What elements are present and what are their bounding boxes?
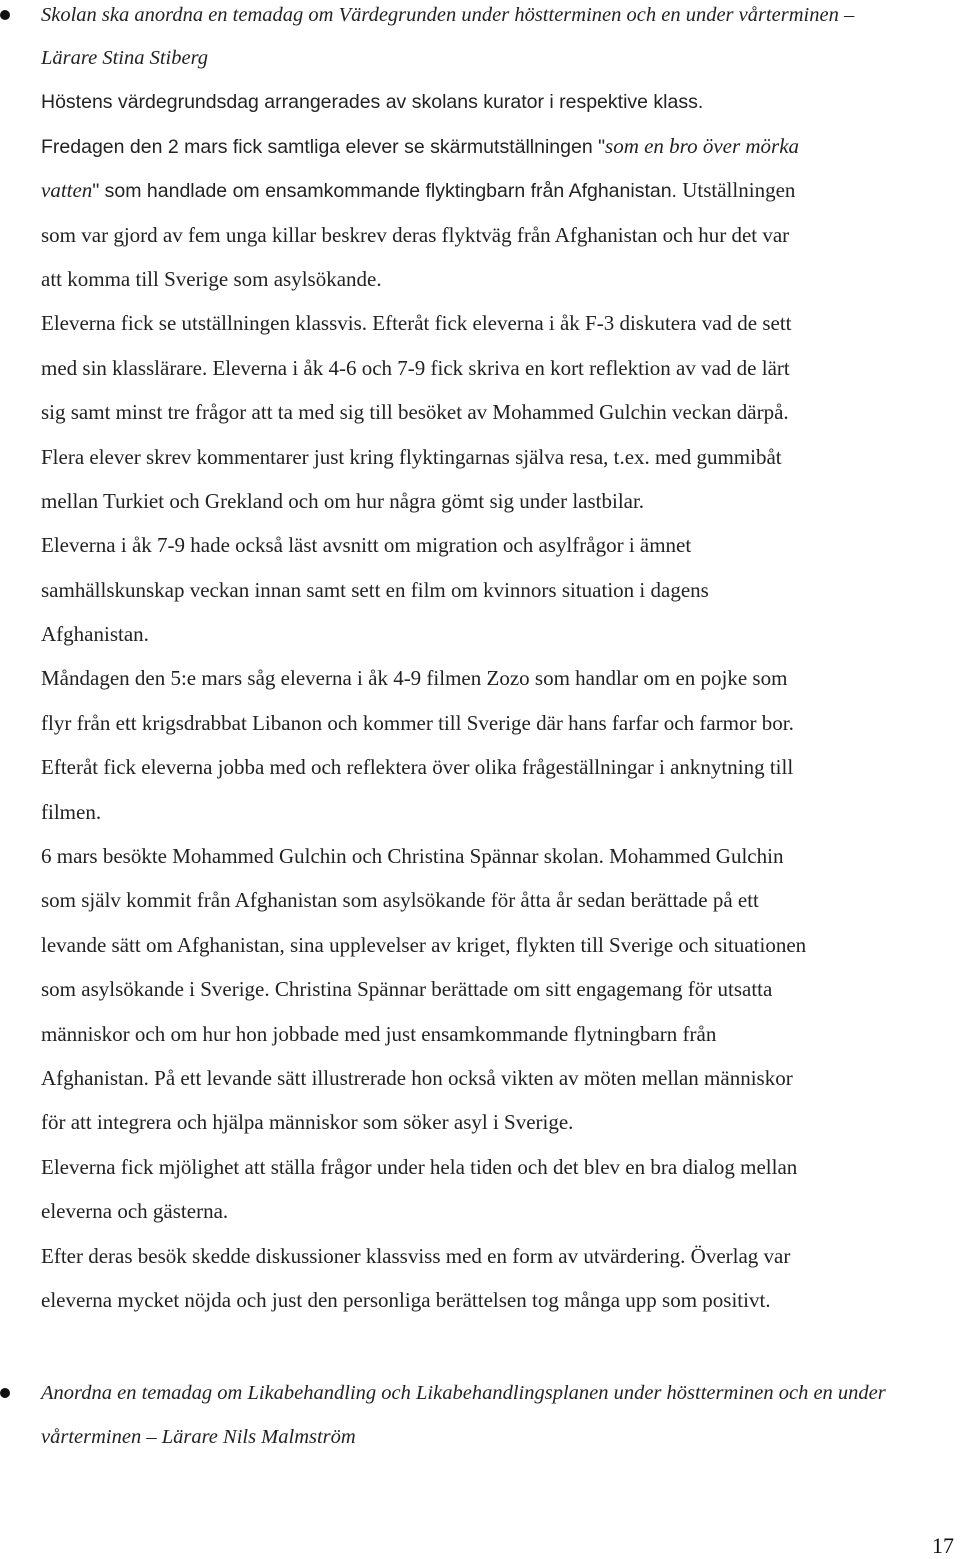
- paragraph-line: som själv kommit från Afghanistan som asylsökande för åtta år sedan berättade på ett: [41, 888, 759, 912]
- paragraph-line: flyr från ett krigsdrabbat Libanon och kommer till Sverige där hans farfar och farmor bor.: [41, 711, 794, 735]
- paragraph-line: Eleverna fick mjölighet att ställa frågor under hela tiden och det blev en bra dialog mellan: [41, 1155, 798, 1179]
- exhibition-title: som en bro över mörka: [605, 134, 800, 158]
- text-run: Fredagen den 2 mars fick samtliga elever se skärmutställningen ": [41, 136, 606, 158]
- paragraph-line: filmen.: [41, 800, 102, 824]
- text-run: Utställningen: [682, 178, 796, 202]
- paragraph-line: samhällskunskap veckan innan samt sett en film om kvinnors situation i dagens: [41, 578, 709, 602]
- paragraph-line: sig samt minst tre frågor att ta med sig till besöket av Mohammed Gulchin veckan därpå.: [41, 400, 789, 424]
- paragraph-line: Höstens värdegrundsdag arrangerades av skolans kurator i respektive klass.: [41, 91, 704, 113]
- paragraph-line: Eleverna fick se utställningen klassvis. Efteråt fick eleverna i åk F-3 diskutera vad de sett: [41, 311, 792, 335]
- bullet-icon: [0, 1388, 10, 1398]
- paragraph-line: levande sätt om Afghanistan, sina upplevelser av kriget, flykten till Sverige och situationen: [41, 933, 807, 957]
- paragraph-line: som asylsökande i Sverige. Christina Spännar berättade om sitt engagemang för utsatta: [41, 977, 773, 1001]
- paragraph-line: Efteråt fick eleverna jobba med och reflektera över olika frågeställningar i anknytning till: [41, 755, 794, 779]
- section-heading-line: vårterminen – Lärare Nils Malmström: [41, 1426, 356, 1448]
- paragraph-line: Måndagen den 5:e mars såg eleverna i åk 4-9 filmen Zozo som handlar om en pojke som: [41, 666, 788, 690]
- exhibition-title: vatten: [41, 178, 93, 202]
- paragraph-line: eleverna och gästerna.: [41, 1199, 229, 1223]
- text-run: " som handlade om ensamkommande flyktingbarn från Afghanistan.: [92, 180, 677, 202]
- section-heading-line: Skolan ska anordna en temadag om Värdegrunden under höstterminen och en under vårterminen –: [41, 4, 855, 26]
- section-heading-line: Lärare Stina Stiberg: [41, 47, 209, 69]
- paragraph-line: eleverna mycket nöjda och just den personliga berättelsen tog många upp som positivt.: [41, 1288, 771, 1312]
- paragraph-line: 6 mars besökte Mohammed Gulchin och Christina Spännar skolan. Mohammed Gulchin: [41, 844, 784, 868]
- paragraph-line: [41, 133, 799, 160]
- paragraph-line: Flera elever skrev kommentarer just kring flyktingarnas själva resa, t.ex. med gummibåt: [41, 445, 782, 469]
- bullet-icon: [0, 10, 10, 20]
- paragraph-line: Afghanistan. På ett levande sätt illustrerade hon också vikten av möten mellan människor: [41, 1066, 793, 1090]
- paragraph-line: med sin klasslärare. Eleverna i åk 4-6 och 7-9 fick skriva en kort reflektion av vad de lärt: [41, 356, 790, 380]
- paragraph-line: Afghanistan.: [41, 622, 149, 646]
- paragraph-line: människor och om hur hon jobbade med just ensamkommande flytningbarn från: [41, 1022, 717, 1046]
- paragraph-line: som var gjord av fem unga killar beskrev deras flyktväg från Afghanistan och hur det var: [41, 223, 790, 247]
- paragraph-line: Eleverna i åk 7-9 hade också läst avsnitt om migration och asylfrågor i ämnet: [41, 533, 692, 557]
- paragraph-line: att komma till Sverige som asylsökande.: [41, 267, 382, 291]
- section-heading-line: Anordna en temadag om Likabehandling och Likabehandlingsplanen under höstterminen och en under: [41, 1382, 886, 1404]
- paragraph-line: för att integrera och hjälpa människor som söker asyl i Sverige.: [41, 1110, 574, 1134]
- page-number: 17: [932, 1533, 954, 1558]
- paragraph-line: Efter deras besök skedde diskussioner klassviss med en form av utvärdering. Överlag var: [41, 1244, 791, 1268]
- paragraph-line: mellan Turkiet och Grekland och om hur några gömt sig under lastbilar.: [41, 489, 645, 513]
- paragraph-line: [41, 177, 795, 204]
